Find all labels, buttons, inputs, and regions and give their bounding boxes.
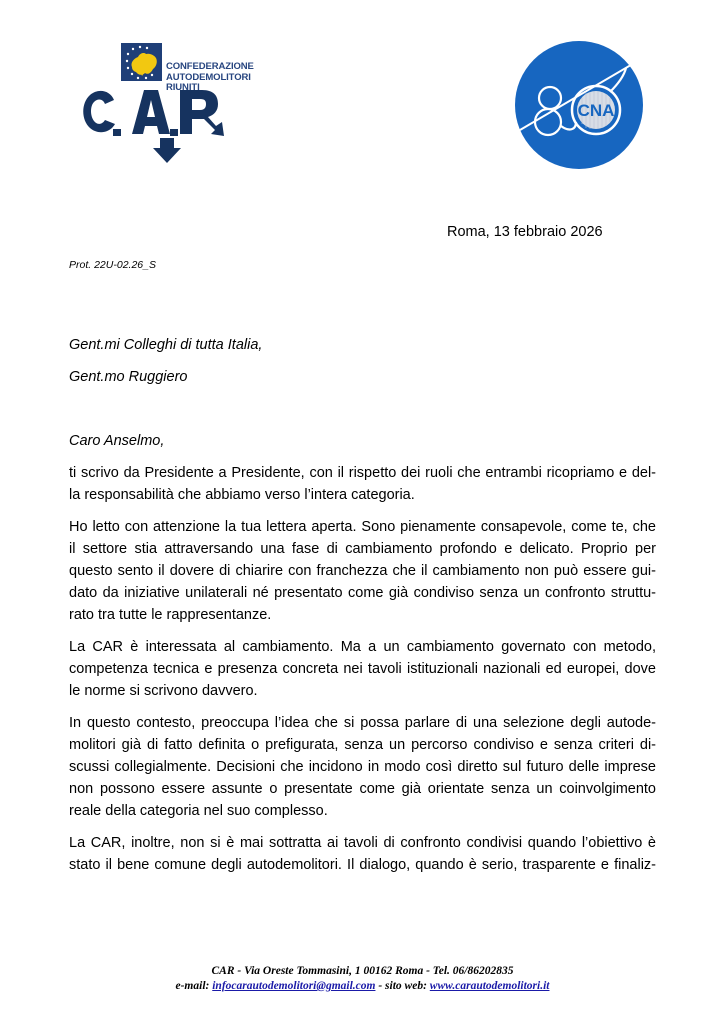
car-org-line-3: RIUNITI	[166, 82, 200, 93]
paragraph-3	[69, 636, 656, 702]
paragraph-4	[69, 712, 656, 822]
paragraph-5	[69, 832, 656, 876]
recipient-line-1: Gent.mi Colleghi di tutta Italia,	[69, 337, 263, 353]
paragraph-line: reale della categoria nel suo complesso.	[69, 803, 328, 819]
car-org-line-2: AUTODEMOLITORI	[166, 71, 251, 83]
paragraph-line: la responsabilità che abbiamo verso l’intera categoria.	[69, 487, 415, 503]
paragraph-line: La CAR, inoltre, non si è mai sottratta ai tavoli di confronto condivisi quando l’obiettivo è	[69, 835, 656, 851]
footer-address: CAR - Via Oreste Tommasini, 1 00162 Roma - Tel. 06/86202835	[211, 965, 514, 977]
paragraph-line: scussi collegialmente. Decisioni che incidono in modo così diretto sul futuro delle imprese	[69, 759, 656, 775]
car-logo	[80, 40, 255, 165]
paragraph-line: dato da iniziative unilaterali né presentato come già condiviso senza un confronto struttu-	[69, 585, 656, 601]
paragraph-line: competenza tecnica e presenza concreta nei tavoli istituzionali nazionali ed europei, dove	[69, 661, 656, 677]
paragraph-line: questo sento il dovere di chiarire con franchezza che il cambiamento non può essere gui-	[69, 563, 656, 579]
paragraph-line: le norme si scrivono davvero.	[69, 683, 258, 699]
car-org-name	[166, 62, 254, 94]
paragraph-line: Ho letto con attenzione la tua lettera aperta. Sono pienamente consapevole, come te, che	[69, 519, 656, 535]
paragraph-line: stato il bene comune degli autodemolitori. Il dialogo, quando è serio, trasparente e finaliz-	[69, 857, 656, 873]
greeting: Caro Anselmo,	[69, 433, 165, 449]
website-link[interactable]: www.carautodemolitori.it	[429, 980, 550, 992]
cna-80-logo-icon	[514, 40, 644, 170]
email-link[interactable]: infocarautodemolitori@gmail.com	[212, 980, 376, 992]
paragraph-line: non possono essere assunte o presentate come già orientate senza un coinvolgimento	[69, 781, 656, 797]
paragraph-1	[69, 462, 656, 506]
car-org-line-1: CONFEDERAZIONE	[166, 61, 254, 72]
protocol-number: Prot. 22U-02.26_S	[69, 259, 156, 271]
svg-text:CNA: CNA	[577, 101, 615, 120]
paragraph-2	[69, 516, 656, 626]
paragraph-line: In questo contesto, preoccupa l’idea che si possa parlare di una selezione degli autode-	[69, 715, 656, 731]
paragraph-line: molitori già di fatto definita o prefigurata, senza un percorso condiviso e senza criteri di-	[69, 737, 656, 753]
paragraph-line: il settore stia attraversando una fase di cambiamento profondo e delicato. Proprio per	[69, 541, 656, 557]
cna-logo	[514, 40, 644, 170]
paragraph-line: rato tra tutte le rappresentanze.	[69, 607, 272, 623]
letter-body	[69, 462, 656, 886]
car-logo-graphic-icon	[80, 40, 255, 165]
email-label: e-mail:	[175, 980, 213, 992]
letter-date: Roma, 13 febbraio 2026	[447, 224, 603, 240]
website-label: - sito web:	[375, 980, 430, 992]
recipient-line-2: Gent.mo Ruggiero	[69, 369, 188, 385]
letterhead-footer	[0, 964, 725, 994]
paragraph-line: ti scrivo da Presidente a Presidente, con il rispetto dei ruoli che entrambi ricopriamo e del-	[69, 465, 656, 481]
paragraph-line: La CAR è interessata al cambiamento. Ma a un cambiamento governato con metodo,	[69, 639, 656, 655]
footer-contacts	[0, 979, 725, 994]
